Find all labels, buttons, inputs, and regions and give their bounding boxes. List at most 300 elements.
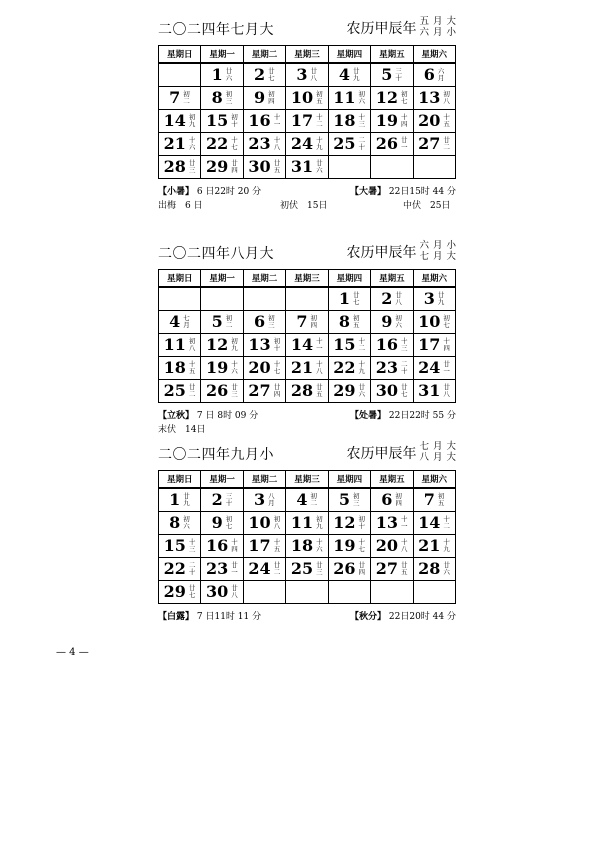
lunar-day xyxy=(401,539,408,553)
weekday-header: 星期三 xyxy=(286,46,328,64)
lunar-day xyxy=(438,292,445,306)
day-content xyxy=(159,581,200,603)
day-number: 17 xyxy=(290,111,314,130)
lunar-day xyxy=(183,91,190,105)
lunar-day-char: 廿 xyxy=(231,159,238,167)
day-cell xyxy=(371,311,413,334)
day-cell xyxy=(243,287,285,311)
lunar-day-char: 九 xyxy=(358,367,366,375)
day-cell xyxy=(286,63,328,87)
day-cell xyxy=(159,558,201,581)
day-cell xyxy=(371,581,413,604)
day-cell xyxy=(201,287,243,311)
solar-term-time: 22日20时 44 分 xyxy=(388,612,456,622)
lunar-day-char: 五 xyxy=(273,545,281,553)
lunar-day-char: 六 xyxy=(316,166,323,174)
lunar-day-char: 八 xyxy=(400,545,408,553)
day-cell xyxy=(159,311,201,334)
lunar-day-char: 一 xyxy=(273,120,281,128)
day-number: 29 xyxy=(206,157,229,176)
month-notes xyxy=(158,422,456,436)
day-number: 2 xyxy=(253,65,266,84)
day-cell xyxy=(413,380,455,403)
lunar-day xyxy=(401,137,408,151)
lunar-day-char: 九 xyxy=(437,298,445,306)
lunar-day-char: 廿 xyxy=(352,67,360,75)
lunar-day-char: 四 xyxy=(268,97,275,105)
week-row xyxy=(159,287,456,311)
lunar-day-char: 廿 xyxy=(231,383,238,391)
lunar-day xyxy=(401,338,408,352)
weekday-header: 星期三 xyxy=(286,270,328,288)
solar-term-time: 22日22时 55 分 xyxy=(388,411,456,421)
day-number: 16 xyxy=(248,111,271,130)
day-content xyxy=(329,87,370,109)
lunar-day-char: 四 xyxy=(310,321,318,329)
lunar-day-char: 二 xyxy=(358,344,366,352)
day-content xyxy=(244,558,285,580)
day-number: 15 xyxy=(206,111,229,130)
day-content xyxy=(244,535,285,557)
lunar-day-char: 十 xyxy=(400,113,408,121)
day-content xyxy=(244,489,285,511)
lunar-day xyxy=(183,493,190,507)
lunar-day-char: 七 xyxy=(358,545,366,553)
day-number: 9 xyxy=(381,312,393,331)
calendar-grid xyxy=(158,470,456,604)
lunar-day-char: 九 xyxy=(231,344,238,352)
day-cell xyxy=(371,63,413,87)
lunar-months xyxy=(419,17,456,38)
day-cell xyxy=(201,334,243,357)
lunar-day-char: 初 xyxy=(400,90,408,98)
lunar-day-char: 七 xyxy=(273,367,281,375)
day-number: 24 xyxy=(248,559,271,578)
day-content xyxy=(244,64,285,86)
day-content xyxy=(201,357,242,379)
day-number: 5 xyxy=(338,490,350,509)
weekday-header: 星期日 xyxy=(159,270,201,288)
solar-term xyxy=(158,408,258,421)
lunar-day-char: 五 xyxy=(273,166,281,174)
lunar-day-char: 十 xyxy=(273,136,281,144)
lunar-day-char: 初 xyxy=(443,314,450,322)
day-cell xyxy=(286,558,328,581)
day-cell xyxy=(328,311,370,334)
lunar-day-char: 初 xyxy=(273,337,281,345)
day-number: 6 xyxy=(381,490,393,509)
lunar-day-char: 初 xyxy=(310,492,318,500)
day-cell xyxy=(286,334,328,357)
lunar-day xyxy=(189,585,196,599)
day-content xyxy=(201,380,242,402)
week-row xyxy=(159,110,456,133)
day-cell xyxy=(371,156,413,179)
day-number: 20 xyxy=(375,536,398,555)
day-number: 28 xyxy=(290,381,314,400)
month-header xyxy=(158,442,456,468)
day-cell xyxy=(371,133,413,156)
lunar-day xyxy=(359,338,366,352)
day-cell xyxy=(286,133,328,156)
lunar-day-char: 六 xyxy=(443,568,450,576)
lunar-day-char: 四 xyxy=(231,166,238,174)
lunar-month-char: 月 xyxy=(432,240,443,251)
weekday-header: 星期一 xyxy=(201,270,243,288)
day-cell xyxy=(286,380,328,403)
day-content xyxy=(329,64,370,86)
day-content xyxy=(371,311,412,333)
week-row xyxy=(159,87,456,110)
day-cell xyxy=(328,581,370,604)
lunar-day-char: 初 xyxy=(358,90,366,98)
day-cell xyxy=(286,357,328,380)
weekday-header-row xyxy=(159,46,456,64)
lunar-day xyxy=(311,493,318,507)
day-cell xyxy=(328,87,370,110)
solar-terms xyxy=(158,609,456,623)
day-cell xyxy=(413,287,455,311)
day-cell xyxy=(201,63,243,87)
day-content xyxy=(414,87,455,109)
lunar-day-char: 二 xyxy=(443,522,450,530)
day-content xyxy=(286,489,327,511)
day-cell xyxy=(371,488,413,512)
day-content xyxy=(244,334,285,356)
day-content xyxy=(244,87,285,109)
lunar-day-char: 十 xyxy=(231,120,238,128)
day-content xyxy=(414,489,455,511)
week-row xyxy=(159,581,456,604)
day-cell xyxy=(286,311,328,334)
lunar-day-char: 十 xyxy=(273,344,281,352)
day-number: 14 xyxy=(290,335,314,354)
week-row xyxy=(159,63,456,87)
day-number: 3 xyxy=(423,289,435,308)
day-number: 25 xyxy=(333,134,356,153)
day-content xyxy=(159,311,200,333)
calendar-grid xyxy=(158,45,456,179)
day-cell xyxy=(328,133,370,156)
day-cell xyxy=(159,110,201,133)
solar-terms xyxy=(158,408,456,422)
lunar-day-char: 十 xyxy=(358,143,366,151)
lunar-day-char: 四 xyxy=(395,499,402,507)
day-number: 12 xyxy=(375,88,398,107)
day-content xyxy=(371,535,412,557)
lunar-day xyxy=(359,562,366,576)
day-number: 30 xyxy=(206,582,229,601)
day-content xyxy=(371,288,412,310)
lunar-day-char: 五 xyxy=(400,568,408,576)
solar-term xyxy=(158,609,261,622)
lunar-day-char: 十 xyxy=(443,113,450,121)
day-number: 18 xyxy=(163,358,186,377)
lunar-day-char: 十 xyxy=(316,360,323,368)
day-cell xyxy=(371,558,413,581)
day-content xyxy=(329,535,370,557)
day-number: 7 xyxy=(169,88,181,107)
day-number: 17 xyxy=(248,536,271,555)
lunar-info xyxy=(346,442,456,463)
lunar-day-char: 八 xyxy=(316,367,323,375)
day-content xyxy=(244,156,285,178)
calendar-month-september xyxy=(158,442,456,623)
day-content xyxy=(286,311,327,333)
lunar-day-char: 十 xyxy=(225,499,233,507)
day-cell xyxy=(286,535,328,558)
day-cell xyxy=(413,357,455,380)
lunar-day-char: 廿 xyxy=(310,67,318,75)
lunar-day xyxy=(443,361,450,375)
day-cell xyxy=(159,512,201,535)
lunar-day-char: 十 xyxy=(443,538,450,546)
day-number: 23 xyxy=(375,358,398,377)
solar-term-time: 6 日22时 20 分 xyxy=(196,187,262,197)
day-cell xyxy=(413,581,455,604)
lunar-day-char: 二 xyxy=(273,568,281,576)
lunar-day xyxy=(231,114,238,128)
day-cell xyxy=(159,156,201,179)
day-cell xyxy=(371,334,413,357)
day-cell xyxy=(286,512,328,535)
lunar-day-char: 廿 xyxy=(231,561,238,569)
lunar-day-char: 初 xyxy=(268,90,275,98)
day-cell xyxy=(413,63,455,87)
solar-term-name: 【处暑】 xyxy=(350,411,387,421)
day-cell xyxy=(371,357,413,380)
day-content xyxy=(159,334,200,356)
day-content xyxy=(329,558,370,580)
day-content xyxy=(159,558,200,580)
lunar-day-char: 廿 xyxy=(188,584,196,592)
lunar-day xyxy=(274,338,281,352)
lunar-year-title: 农历甲辰年 xyxy=(346,20,417,37)
lunar-day xyxy=(401,516,408,530)
lunar-day-char: 三 xyxy=(188,166,196,174)
lunar-day-char: 十 xyxy=(231,360,238,368)
lunar-day-char: 初 xyxy=(443,90,450,98)
day-number: 7 xyxy=(423,490,435,509)
day-content xyxy=(371,380,412,402)
lunar-day-char: 五 xyxy=(437,499,445,507)
day-content xyxy=(201,133,242,155)
lunar-day-char: 九 xyxy=(443,545,450,553)
lunar-month-char: 月 xyxy=(432,16,443,27)
day-cell xyxy=(243,512,285,535)
day-cell xyxy=(413,334,455,357)
lunar-day-char: 廿 xyxy=(437,291,445,299)
day-number: 3 xyxy=(253,490,266,509)
day-cell xyxy=(201,558,243,581)
day-cell xyxy=(243,380,285,403)
lunar-day xyxy=(268,91,275,105)
week-row xyxy=(159,133,456,156)
day-cell xyxy=(413,558,455,581)
solar-term-name: 【立秋】 xyxy=(158,411,195,421)
weekday-header: 星期二 xyxy=(243,471,285,489)
day-content xyxy=(286,110,327,132)
day-content xyxy=(159,380,200,402)
lunar-day-char: 十 xyxy=(231,136,238,144)
lunar-day xyxy=(316,160,323,174)
lunar-day-char: 二 xyxy=(443,143,450,151)
lunar-day xyxy=(316,338,323,352)
lunar-day-char: 十 xyxy=(358,360,366,368)
day-number: 19 xyxy=(333,536,356,555)
weekday-header: 星期六 xyxy=(413,471,455,489)
day-content xyxy=(286,535,327,557)
lunar-day-char: 二 xyxy=(183,97,190,105)
solar-term xyxy=(158,184,261,197)
lunar-day-char: 六 xyxy=(183,522,190,530)
week-row xyxy=(159,311,456,334)
weekday-header: 星期一 xyxy=(201,46,243,64)
lunar-day-char: 三 xyxy=(395,67,402,75)
lunar-month-char: 小 xyxy=(446,26,456,38)
day-number: 28 xyxy=(163,157,186,176)
day-content xyxy=(286,334,327,356)
day-content xyxy=(201,311,242,333)
day-content xyxy=(201,64,242,86)
lunar-day xyxy=(443,338,450,352)
lunar-day-char: 六 xyxy=(316,545,323,553)
lunar-months xyxy=(419,241,456,262)
lunar-day xyxy=(443,516,450,530)
lunar-day-char: 八 xyxy=(395,298,402,306)
day-cell xyxy=(243,535,285,558)
lunar-day-char: 九 xyxy=(183,499,190,507)
day-number: 9 xyxy=(211,513,223,532)
day-cell xyxy=(159,133,201,156)
week-row xyxy=(159,535,456,558)
month-note: 中伏 25日 xyxy=(403,201,451,211)
lunar-day-char: 初 xyxy=(273,515,281,523)
weekday-header: 星期六 xyxy=(413,46,455,64)
lunar-day-char: 四 xyxy=(231,545,238,553)
lunar-day-char: 五 xyxy=(188,367,196,375)
day-content xyxy=(201,489,242,511)
day-cell xyxy=(159,63,201,87)
lunar-day-char: 初 xyxy=(225,90,233,98)
lunar-day xyxy=(274,562,281,576)
day-number: 23 xyxy=(248,134,271,153)
lunar-day xyxy=(443,91,450,105)
day-cell xyxy=(413,535,455,558)
day-content xyxy=(159,535,200,557)
lunar-day xyxy=(274,539,281,553)
day-cell xyxy=(371,87,413,110)
day-number: 14 xyxy=(163,111,186,130)
lunar-day xyxy=(359,137,366,151)
day-cell xyxy=(286,110,328,133)
lunar-day xyxy=(353,493,360,507)
day-content xyxy=(329,380,370,402)
lunar-day-char: 初 xyxy=(395,314,402,322)
lunar-day xyxy=(189,562,196,576)
day-number: 8 xyxy=(211,88,223,107)
lunar-day xyxy=(395,315,402,329)
lunar-month-char: 六 xyxy=(419,240,429,251)
lunar-day-char: 初 xyxy=(316,90,323,98)
day-cell xyxy=(243,63,285,87)
day-cell xyxy=(159,357,201,380)
lunar-day xyxy=(274,137,281,151)
lunar-day xyxy=(311,68,318,82)
day-content xyxy=(414,110,455,132)
weekday-header-row xyxy=(159,270,456,288)
solar-term-name: 【大暑】 xyxy=(350,187,387,197)
lunar-day xyxy=(401,562,408,576)
day-cell xyxy=(159,334,201,357)
day-content xyxy=(201,512,242,534)
week-row xyxy=(159,156,456,179)
lunar-month-char: 月 xyxy=(432,26,443,38)
weekday-header: 星期日 xyxy=(159,46,201,64)
week-row xyxy=(159,334,456,357)
lunar-day-char: 八 xyxy=(231,591,238,599)
lunar-day xyxy=(268,493,275,507)
day-cell xyxy=(286,287,328,311)
day-content xyxy=(371,512,412,534)
lunar-day xyxy=(231,585,238,599)
lunar-day-char: 廿 xyxy=(443,360,450,368)
lunar-day-char: 八 xyxy=(273,522,281,530)
lunar-day-char: 三 xyxy=(225,492,233,500)
lunar-day-char: 初 xyxy=(352,314,360,322)
day-cell xyxy=(201,488,243,512)
day-cell xyxy=(201,133,243,156)
weekday-header: 星期五 xyxy=(371,471,413,489)
lunar-day-char: 五 xyxy=(316,97,323,105)
lunar-day xyxy=(274,384,281,398)
day-number: 13 xyxy=(248,335,271,354)
lunar-day xyxy=(316,562,323,576)
lunar-day-char: 二 xyxy=(316,120,323,128)
day-number: 27 xyxy=(375,559,398,578)
day-cell xyxy=(201,311,243,334)
day-content xyxy=(329,311,370,333)
day-cell xyxy=(201,156,243,179)
month-note: 末伏 14日 xyxy=(158,425,206,435)
day-number: 27 xyxy=(248,381,271,400)
lunar-day-char: 廿 xyxy=(273,561,281,569)
lunar-day-char: 六 xyxy=(437,67,445,75)
lunar-day-char: 廿 xyxy=(183,492,190,500)
day-content xyxy=(329,334,370,356)
weekday-header: 星期五 xyxy=(371,46,413,64)
lunar-day-char: 三 xyxy=(188,545,196,553)
lunar-day-char: 初 xyxy=(225,515,233,523)
lunar-day-char: 廿 xyxy=(400,383,408,391)
lunar-day-char: 三 xyxy=(225,97,233,105)
lunar-day-char: 廿 xyxy=(273,159,281,167)
day-number: 8 xyxy=(338,312,350,331)
day-number: 11 xyxy=(163,335,186,354)
lunar-day-char: 十 xyxy=(395,74,402,82)
lunar-day-char: 廿 xyxy=(352,291,360,299)
day-number: 27 xyxy=(418,134,441,153)
lunar-day-char: 七 xyxy=(400,97,408,105)
day-content xyxy=(286,357,327,379)
lunar-day-char: 七 xyxy=(268,74,275,82)
week-row xyxy=(159,558,456,581)
day-content xyxy=(414,334,455,356)
day-number: 24 xyxy=(418,358,441,377)
month-header xyxy=(158,17,456,43)
lunar-day-char: 初 xyxy=(316,515,323,523)
day-number: 31 xyxy=(418,381,441,400)
